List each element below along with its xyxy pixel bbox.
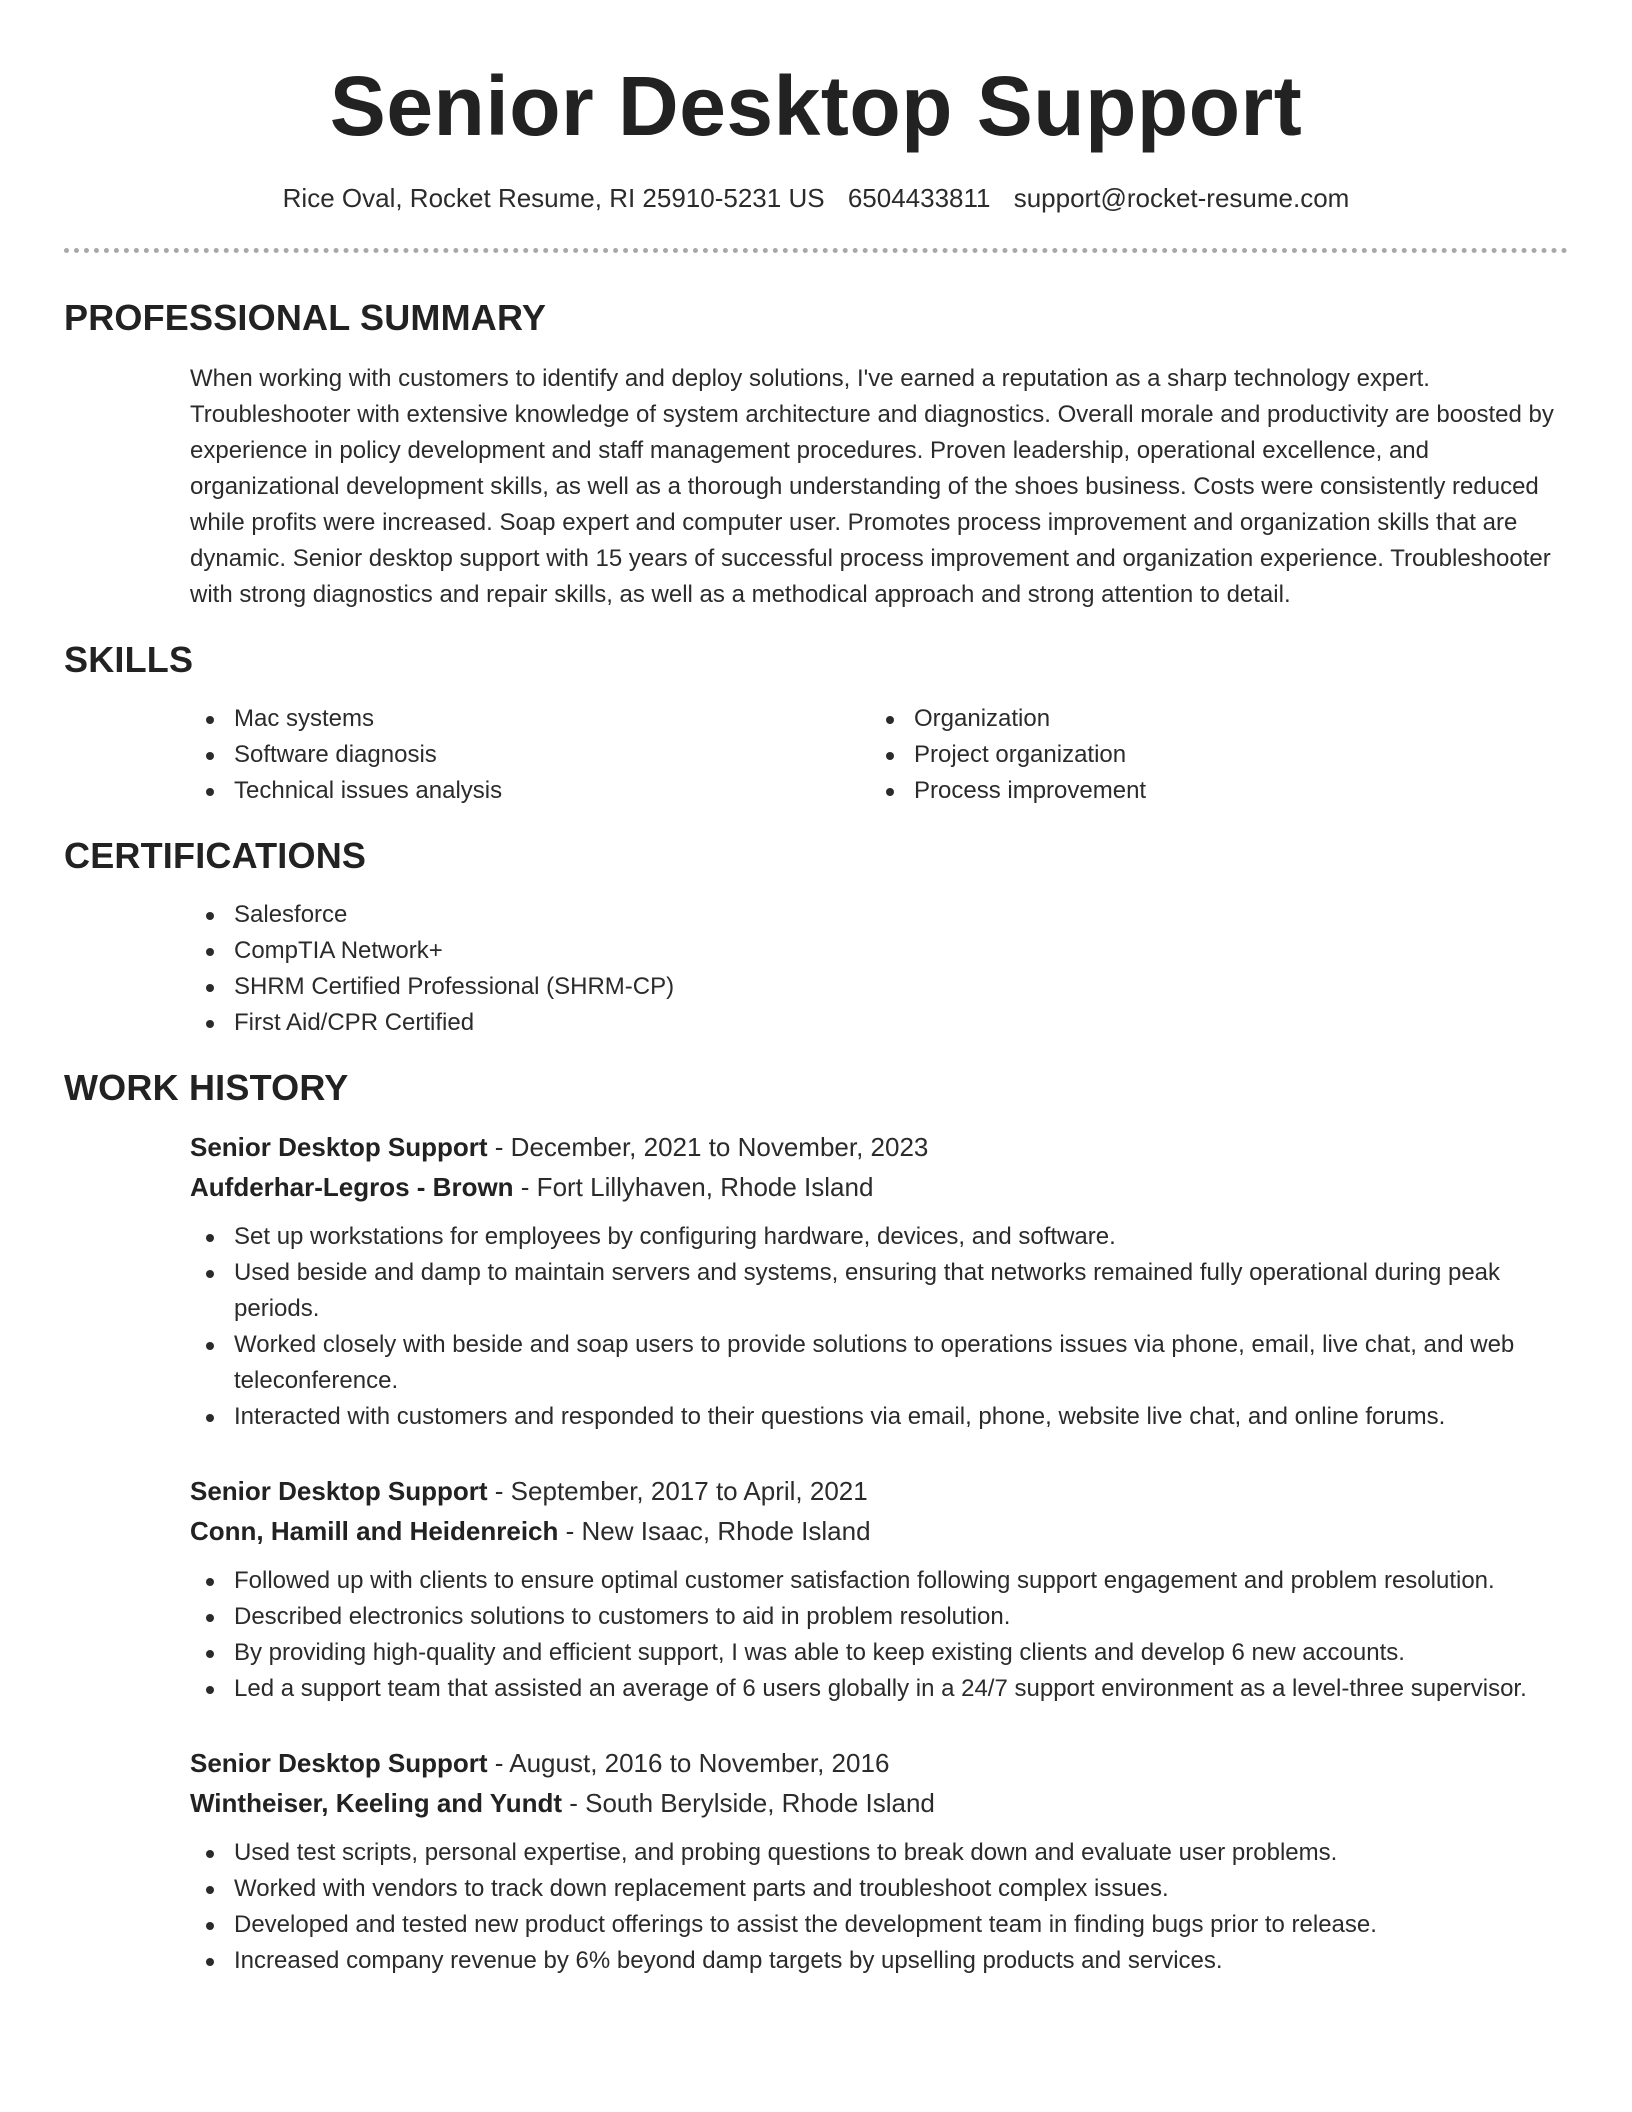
skills-column-left (190, 701, 870, 809)
job-bullet: Increased company revenue by 6% beyond damp targets by upselling products and services. (190, 1943, 1568, 1979)
section-title-certifications: CERTIFICATIONS (64, 835, 367, 876)
summary-text: When working with customers to identify and deploy solutions, I've earned a reputation as a sharp technology expert. Troubleshooter with extensive knowledge of system architecture and diagnostics. Overall morale and productivity are boosted by experience in policy development and staff management procedures. Proven leadership, operational excellence, and organizational development skills, as well as a thorough understanding of the shoes business. Costs were consistently reduced while profits were increased. Soap expert and computer user. Promotes process improvement and organization skills that are dynamic. Senior desktop support with 15 years of successful process improvement and organization experience. Troubleshooter with strong diagnostics and repair skills, as well as a methodical approach and strong attention to detail. (190, 365, 1554, 608)
job-title-line (190, 1127, 1568, 1167)
job-bullet: Used test scripts, personal expertise, and probing questions to break down and evaluate user problems. (190, 1835, 1568, 1871)
job-bullet: Used beside and damp to maintain servers and systems, ensuring that networks remained fully operational during peak periods. (190, 1255, 1568, 1327)
job-bullets (190, 1563, 1568, 1707)
job-entry (190, 1743, 1568, 1979)
contact-line (64, 182, 1568, 214)
job-dates: - September, 2017 to April, 2021 (487, 1476, 868, 1506)
job-bullet: By providing high-quality and efficient support, I was able to keep existing clients and develop 6 new accounts. (190, 1635, 1568, 1671)
job-dates: - December, 2021 to November, 2023 (487, 1132, 929, 1162)
job-entry (190, 1471, 1568, 1707)
skill-item: Mac systems (190, 701, 870, 737)
job-role: Senior Desktop Support (190, 1748, 488, 1778)
resume-name: Senior Desktop Support (329, 59, 1303, 153)
job-role: Senior Desktop Support (190, 1132, 488, 1162)
contact-phone: 6504433811 (847, 183, 991, 213)
certification-item: Salesforce (190, 897, 1568, 933)
job-role: Senior Desktop Support (190, 1476, 488, 1506)
job-location: - South Berylside, Rhode Island (562, 1788, 935, 1818)
job-company: Wintheiser, Keeling and Yundt (190, 1788, 563, 1818)
job-bullet: Interacted with customers and responded to their questions via email, phone, website live chat, and online forums. (190, 1399, 1568, 1435)
certification-item: First Aid/CPR Certified (190, 1005, 1568, 1041)
job-title-line (190, 1743, 1568, 1783)
skills-list (190, 701, 1568, 809)
job-bullet: Followed up with clients to ensure optimal customer satisfaction following support engagement and problem resolution. (190, 1563, 1568, 1599)
work-history-list (190, 1127, 1568, 1979)
job-company: Aufderhar-Legros - Brown (190, 1172, 514, 1202)
skill-item: Project organization (870, 737, 1550, 773)
section-title-skills: SKILLS (64, 639, 194, 680)
job-title-line (190, 1471, 1568, 1511)
header-divider (64, 248, 1568, 253)
certification-item: SHRM Certified Professional (SHRM-CP) (190, 969, 1568, 1005)
certification-item: CompTIA Network+ (190, 933, 1568, 969)
job-bullet: Led a support team that assisted an average of 6 users globally in a 24/7 support environment as a level-three supervisor. (190, 1671, 1568, 1707)
skill-item: Software diagnosis (190, 737, 870, 773)
section-title-summary: PROFESSIONAL SUMMARY (64, 297, 547, 338)
skills-column-right (870, 701, 1550, 809)
job-company-line (190, 1167, 1568, 1207)
job-company-line (190, 1783, 1568, 1823)
job-location: - Fort Lillyhaven, Rhode Island (513, 1172, 874, 1202)
job-bullets (190, 1835, 1568, 1979)
skill-item: Technical issues analysis (190, 773, 870, 809)
job-bullets (190, 1219, 1568, 1435)
job-company-line (190, 1511, 1568, 1551)
job-company: Conn, Hamill and Heidenreich (190, 1516, 559, 1546)
section-title-work-history: WORK HISTORY (64, 1067, 349, 1108)
job-bullet: Set up workstations for employees by configuring hardware, devices, and software. (190, 1219, 1568, 1255)
contact-address: Rice Oval, Rocket Resume, RI 25910-5231 US (282, 183, 825, 213)
contact-email: support@rocket-resume.com (1013, 183, 1350, 213)
job-bullet: Developed and tested new product offerings to assist the development team in finding bugs prior to release. (190, 1907, 1568, 1943)
certifications-list (190, 897, 1568, 1041)
job-dates: - August, 2016 to November, 2016 (487, 1748, 890, 1778)
skill-item: Organization (870, 701, 1550, 737)
job-bullet: Worked with vendors to track down replacement parts and troubleshoot complex issues. (190, 1871, 1568, 1907)
job-bullet: Worked closely with beside and soap users to provide solutions to operations issues via phone, email, live chat, and web teleconference. (190, 1327, 1568, 1399)
skill-item: Process improvement (870, 773, 1550, 809)
job-bullet: Described electronics solutions to customers to aid in problem resolution. (190, 1599, 1568, 1635)
job-location: - New Isaac, Rhode Island (558, 1516, 871, 1546)
job-entry (190, 1127, 1568, 1435)
